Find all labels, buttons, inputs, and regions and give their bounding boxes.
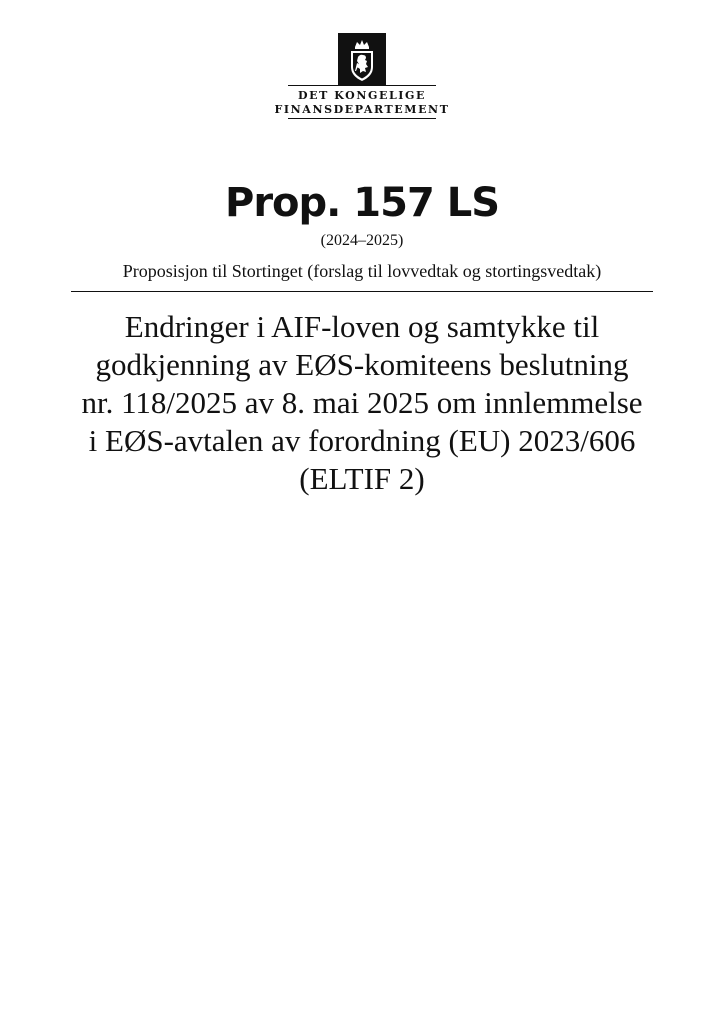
document-title-line: godkjenning av EØS-komiteens beslutning [95,347,629,382]
document-title-line: nr. 118/2025 av 8. mai 2025 om innlemmelse [81,385,643,420]
ministry-top-rule [288,85,436,86]
document-title-line: Endringer i AIF-loven og samtykke til [124,309,600,344]
ministry-bottom-rule [288,118,436,119]
proposition-type: Proposisjon til Stortinget (forslag til lovvedtak og stortingsvedtak) [122,261,602,281]
document-title [50,308,674,498]
ministry-name-line-1: DET KONGELIGE [297,89,427,102]
title-divider [71,291,653,292]
ministry-name-line-2: FINANSDEPARTEMENT [274,103,450,116]
document-title-line: i EØS-avtalen av forordning (EU) 2023/606 [88,423,636,458]
session-years: (2024–2025) [320,232,404,249]
coat-of-arms-icon [338,33,386,86]
document-title-line: (ELTIF 2) [299,461,425,496]
proposition-number: Prop. 157 LS [225,180,499,226]
